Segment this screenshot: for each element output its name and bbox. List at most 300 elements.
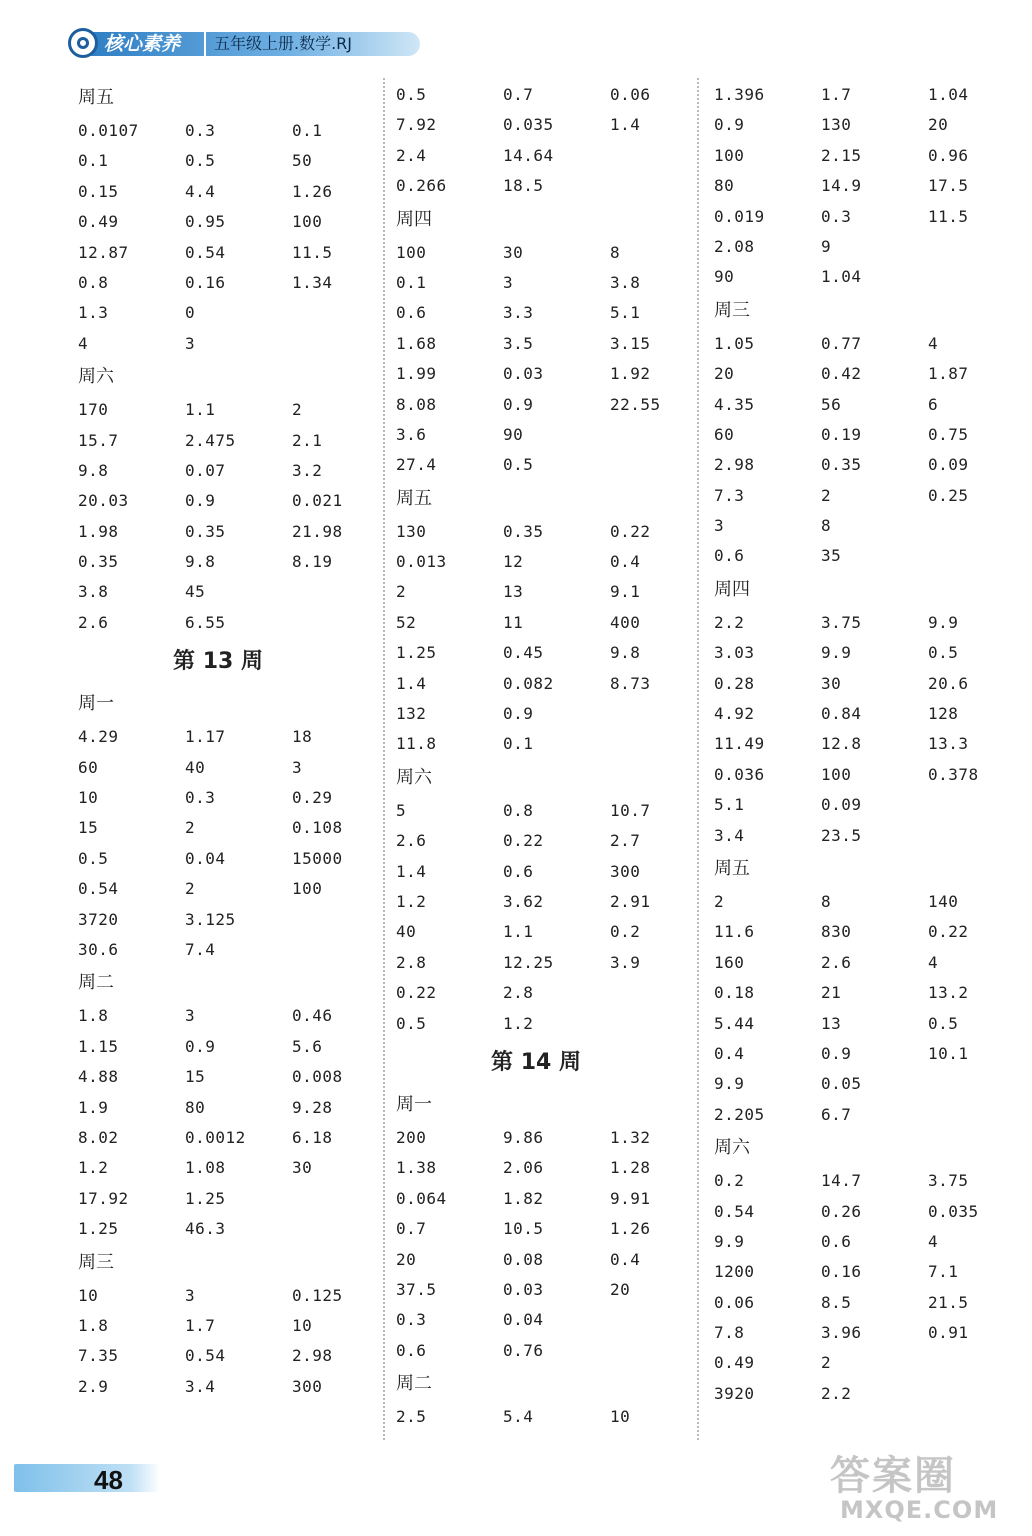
answer-row (714, 202, 1032, 232)
answer-row (396, 547, 717, 577)
answer-value: 0.03 (503, 1279, 544, 1299)
answer-row (396, 669, 717, 699)
answer-value: 1.17 (185, 727, 226, 747)
answer-row (78, 722, 399, 752)
answer-value: 21.98 (292, 521, 343, 541)
answer-value: 15000 (292, 848, 343, 868)
answer-value: 0.0012 (185, 1127, 246, 1147)
answer-value: 1.04 (821, 267, 862, 287)
answer-value: 12 (503, 552, 524, 572)
answer-row (78, 1214, 399, 1244)
answer-row (396, 1214, 717, 1244)
answer-value: 0.5 (78, 848, 109, 868)
answer-row (396, 1153, 717, 1183)
answer-value: 0.29 (292, 788, 333, 808)
answer-value: 1.3 (78, 303, 109, 323)
answer-value: 3.8 (610, 272, 641, 292)
answer-value: 5.4 (503, 1407, 534, 1427)
answer-value: 0.8 (503, 800, 534, 820)
answer-value: 140 (928, 891, 959, 911)
answer-value: 3.3 (503, 303, 534, 323)
answer-value: 0 (185, 303, 196, 323)
answer-value: 130 (821, 115, 852, 135)
answer-value: 132 (396, 704, 427, 724)
answer-value: 1.08 (185, 1158, 226, 1178)
answer-value: 0.6 (396, 303, 427, 323)
answer-value: 12.87 (78, 242, 129, 262)
answer-value (928, 511, 1032, 541)
answer-value: 5.44 (714, 1013, 755, 1033)
week-heading: 第 13 周 (173, 649, 263, 675)
answer-value: 14.9 (821, 176, 862, 196)
answer-value: 1.82 (503, 1188, 544, 1208)
answer-row (396, 729, 717, 759)
answer-value: 3 (292, 757, 303, 777)
answer-value: 2.98 (292, 1346, 333, 1366)
answer-row (714, 887, 1032, 917)
answer-value: 5.1 (714, 795, 745, 815)
answer-row (396, 110, 717, 140)
answer-row (714, 1039, 1032, 1069)
answer-value: 2.15 (821, 145, 862, 165)
answer-value: 27.4 (396, 455, 437, 475)
answer-value: 3.4 (185, 1376, 216, 1396)
answer-value (928, 821, 1032, 851)
answer-row (78, 608, 399, 638)
answer-value (292, 608, 399, 638)
answer-value: 0.5 (396, 85, 427, 104)
answer-value: 3.8 (78, 582, 109, 602)
answer-value: 9.8 (185, 552, 216, 572)
answer-value: 9.28 (292, 1097, 333, 1117)
answer-value: 20.03 (78, 491, 129, 511)
answer-value: 0.064 (396, 1188, 447, 1208)
answer-value: 1.26 (610, 1219, 651, 1239)
answer-value: 1.38 (396, 1158, 437, 1178)
answer-value: 22.55 (610, 394, 661, 414)
answer-value: 1.8 (78, 1006, 109, 1026)
answer-value: 1.2 (78, 1158, 109, 1178)
day-heading: 周四 (714, 578, 750, 600)
answer-value: 4 (78, 333, 89, 353)
answer-value (292, 1214, 399, 1244)
answer-value: 100 (292, 212, 323, 232)
answer-row (714, 329, 1032, 359)
answer-value (610, 729, 717, 759)
answer-value: 9.1 (610, 582, 641, 602)
answer-value: 90 (503, 424, 524, 444)
answer-value: 0.9 (503, 394, 534, 414)
answer-value: 1.1 (503, 922, 534, 942)
answer-value: 20.6 (928, 673, 969, 693)
answer-row (714, 141, 1032, 171)
answer-value: 0.08 (503, 1249, 544, 1269)
answer-row (714, 1257, 1032, 1287)
target-logo-icon (68, 28, 98, 58)
day-heading: 周三 (78, 1251, 114, 1273)
answer-row (78, 1341, 399, 1371)
answer-value: 130 (396, 521, 427, 541)
answer-row (714, 1069, 1032, 1099)
answer-row (714, 171, 1032, 201)
answer-value: 3.62 (503, 891, 544, 911)
answer-value: 1.32 (610, 1127, 651, 1147)
answer-row (396, 887, 717, 917)
answer-value: 4 (928, 333, 939, 353)
answer-value: 10 (292, 1315, 313, 1335)
answer-value: 3.4 (714, 825, 745, 845)
answer-row (396, 796, 717, 826)
answer-value: 4.92 (714, 704, 755, 724)
answer-value: 7.8 (714, 1323, 745, 1343)
answer-value: 0.6 (821, 1231, 852, 1251)
answer-value: 2 (185, 879, 196, 899)
answer-value: 10 (78, 1285, 99, 1305)
answer-value (928, 1348, 1032, 1378)
answer-row (396, 141, 717, 171)
answer-row (714, 511, 1032, 541)
answer-value: 9.86 (503, 1127, 544, 1147)
answer-value: 100 (714, 145, 745, 165)
answer-value: 0.26 (821, 1201, 862, 1221)
answer-row (714, 450, 1032, 480)
answer-value: 0.49 (78, 212, 119, 232)
brand-title: 核心素养 (104, 33, 181, 55)
answer-value: 0.35 (821, 455, 862, 475)
answer-row (78, 577, 399, 607)
answer-row (714, 1197, 1032, 1227)
answer-value: 0.9 (185, 491, 216, 511)
answer-value: 0.54 (78, 879, 119, 899)
answer-value: 0.7 (396, 1219, 427, 1239)
answer-value: 21.5 (928, 1292, 969, 1312)
answer-value: 0.18 (714, 983, 755, 1003)
answer-value (292, 577, 399, 607)
answer-column-3 (714, 80, 1032, 1409)
answer-value: 2 (714, 891, 725, 911)
answer-row (396, 1305, 717, 1335)
answer-value: 0.22 (610, 521, 651, 541)
answer-value: 0.49 (714, 1353, 755, 1373)
answer-value: 0.35 (503, 521, 544, 541)
answer-value: 56 (821, 394, 842, 414)
answer-value: 60 (78, 757, 99, 777)
answer-row (78, 1032, 399, 1062)
answer-value: 17.92 (78, 1188, 129, 1208)
answer-value: 1.68 (396, 333, 437, 353)
answer-value: 0.9 (185, 1036, 216, 1056)
answer-value: 0.54 (185, 242, 226, 262)
answer-value (610, 978, 717, 1008)
answer-row (78, 298, 399, 328)
answer-value: 160 (714, 952, 745, 972)
answer-value: 0.3 (185, 788, 216, 808)
answer-row (78, 426, 399, 456)
answer-row (714, 359, 1032, 389)
answer-value (610, 1336, 717, 1366)
answer-value: 0.9 (714, 115, 745, 135)
answer-value: 10.7 (610, 800, 651, 820)
answer-row (396, 359, 717, 389)
answer-row (78, 1311, 399, 1341)
answer-row (396, 268, 717, 298)
answer-value: 7.4 (185, 939, 216, 959)
answer-value: 10.5 (503, 1219, 544, 1239)
answer-value: 2.1 (292, 430, 323, 450)
answer-row (714, 1227, 1032, 1257)
answer-value: 1.4 (610, 115, 641, 135)
answer-value: 15 (185, 1067, 206, 1087)
answer-value: 0.013 (396, 552, 447, 572)
answer-value: 11 (503, 612, 524, 632)
answer-value: 12.25 (503, 952, 554, 972)
answer-value: 3 (185, 333, 196, 353)
answer-value: 5 (396, 800, 407, 820)
answer-value: 3.75 (928, 1171, 969, 1191)
answer-value: 1.98 (78, 521, 119, 541)
answer-row (396, 329, 717, 359)
answer-value: 6.18 (292, 1127, 333, 1147)
answer-value: 4.35 (714, 394, 755, 414)
answer-value: 3.5 (503, 333, 534, 353)
answer-value: 1.34 (292, 272, 333, 292)
answer-value: 3.9 (610, 952, 641, 972)
answer-value: 8.5 (821, 1292, 852, 1312)
answer-row (396, 1336, 717, 1366)
answer-row (714, 420, 1032, 450)
answer-row (714, 262, 1032, 292)
answer-value: 20 (396, 1249, 417, 1269)
answer-value: 0.22 (396, 983, 437, 1003)
answer-value: 5.1 (610, 303, 641, 323)
answer-value: 3 (714, 516, 725, 536)
answer-value: 0.6 (396, 1340, 427, 1360)
answer-value: 3 (503, 272, 514, 292)
answer-value (928, 541, 1032, 571)
answer-value: 7.3 (714, 485, 745, 505)
answer-value: 2 (292, 400, 303, 420)
answer-value: 170 (78, 400, 109, 420)
page-header (60, 28, 420, 58)
answer-value: 30.6 (78, 939, 119, 959)
answer-value (292, 1184, 399, 1214)
answer-value: 11.8 (396, 734, 437, 754)
answer-row (396, 1275, 717, 1305)
answer-value (610, 450, 717, 480)
day-heading: 周五 (714, 857, 750, 879)
answer-value: 1.87 (928, 364, 969, 384)
answer-value: 15 (78, 818, 99, 838)
answer-value: 0.1 (396, 272, 427, 292)
answer-row (714, 1318, 1032, 1348)
answer-value: 0.35 (78, 552, 119, 572)
answer-value: 2.91 (610, 891, 651, 911)
answer-value: 0.19 (821, 424, 862, 444)
answer-row (396, 857, 717, 887)
answer-column-2 (396, 80, 717, 1432)
answer-value (610, 1009, 717, 1039)
answer-value: 0.1 (503, 734, 534, 754)
footer-banner (14, 1464, 160, 1492)
answer-value: 9.91 (610, 1188, 651, 1208)
answer-row (78, 753, 399, 783)
answer-value (928, 790, 1032, 820)
answer-row (396, 699, 717, 729)
answer-value: 0.5 (928, 643, 959, 663)
answer-row (714, 948, 1032, 978)
answer-value: 0.6 (714, 546, 745, 566)
answer-value: 0.019 (714, 206, 765, 226)
answer-value: 2.08 (714, 236, 755, 256)
answer-value: 0.22 (503, 831, 544, 851)
answer-value: 1.4 (396, 673, 427, 693)
answer-value: 9 (821, 236, 832, 256)
answer-value: 1.25 (78, 1219, 119, 1239)
answer-value: 0.54 (185, 1346, 226, 1366)
answer-value: 2.205 (714, 1104, 765, 1124)
answer-row (78, 1001, 399, 1031)
answer-value: 4 (928, 952, 939, 972)
answer-row (714, 80, 1032, 110)
answer-value: 0.06 (610, 85, 651, 104)
answer-row (714, 669, 1032, 699)
answer-value: 2.4 (396, 145, 427, 165)
answer-value: 9.9 (714, 1074, 745, 1094)
answer-row (714, 608, 1032, 638)
answer-value: 0.5 (185, 151, 216, 171)
answer-value: 9.9 (928, 612, 959, 632)
answer-value: 8.19 (292, 552, 333, 572)
answer-row (714, 917, 1032, 947)
answer-value: 2.2 (821, 1383, 852, 1403)
answer-row (78, 874, 399, 904)
answer-value: 11.49 (714, 734, 765, 754)
answer-row (396, 80, 717, 110)
answer-row (714, 790, 1032, 820)
answer-row (396, 1245, 717, 1275)
answer-value: 10 (610, 1407, 631, 1427)
answer-value (610, 420, 717, 450)
answer-value: 0.7 (503, 85, 534, 104)
answer-value: 13.3 (928, 734, 969, 754)
answer-value: 0.3 (396, 1310, 427, 1330)
answer-value: 3.6 (396, 424, 427, 444)
answer-value: 3.2 (292, 460, 323, 480)
watermark-text: 答案圈 (830, 1453, 956, 1499)
answer-value: 0.45 (503, 643, 544, 663)
answer-row (78, 456, 399, 486)
answer-value: 2 (396, 582, 407, 602)
answer-value: 0.082 (503, 673, 554, 693)
answer-row (714, 541, 1032, 571)
answer-value: 1.2 (503, 1013, 534, 1033)
answer-row (714, 760, 1032, 790)
answer-row (714, 481, 1032, 511)
watermark-site: MXQE.COM (840, 1496, 999, 1524)
answer-row (396, 171, 717, 201)
watermark-logo (826, 1444, 1026, 1528)
answer-row (78, 1372, 399, 1402)
answer-value: 0.25 (928, 485, 969, 505)
answer-row (78, 238, 399, 268)
answer-value: 0.09 (821, 795, 862, 815)
answer-value: 0.96 (928, 145, 969, 165)
answer-row (78, 486, 399, 516)
answer-row (396, 948, 717, 978)
answer-value: 1.8 (78, 1315, 109, 1335)
answer-value: 90 (714, 267, 735, 287)
answer-row (714, 232, 1032, 262)
week-heading: 第 14 周 (491, 1049, 581, 1075)
answer-value: 3.75 (821, 612, 862, 632)
page-number: 48 (94, 1465, 123, 1495)
answer-value: 45 (185, 582, 206, 602)
answer-value: 1.26 (292, 181, 333, 201)
answer-row (714, 821, 1032, 851)
answer-value: 14.7 (821, 1171, 862, 1191)
book-title: 五年级上册.数学.RJ (204, 32, 352, 56)
answer-value: 3920 (714, 1383, 755, 1403)
answer-value: 2.8 (396, 952, 427, 972)
answer-value: 1.1 (185, 400, 216, 420)
answer-row (78, 1153, 399, 1183)
answer-value: 1.25 (396, 643, 437, 663)
answer-value: 0.5 (928, 1013, 959, 1033)
answer-value: 11.5 (928, 206, 969, 226)
answer-value: 0.07 (185, 460, 226, 480)
answer-value: 0.125 (292, 1285, 343, 1305)
answer-value: 4 (928, 1231, 939, 1251)
answer-value: 30 (503, 242, 524, 262)
answer-value: 300 (292, 1376, 323, 1396)
answer-row (78, 268, 399, 298)
answer-value: 15.7 (78, 430, 119, 450)
answer-value: 13.2 (928, 983, 969, 1003)
answer-row (714, 1348, 1032, 1378)
answer-row (78, 207, 399, 237)
answer-value: 128 (928, 704, 959, 724)
answer-value (928, 1069, 1032, 1099)
answer-value: 0.2 (610, 922, 641, 942)
answer-value (928, 1379, 1032, 1409)
answer-value: 12.8 (821, 734, 862, 754)
answer-value: 23.5 (821, 825, 862, 845)
day-heading: 周五 (396, 487, 432, 509)
answer-row (396, 577, 717, 607)
answer-row (714, 110, 1032, 140)
answer-value: 0.9 (503, 704, 534, 724)
answer-value: 1.4 (396, 861, 427, 881)
answer-value: 200 (396, 1127, 427, 1147)
answer-value: 6.7 (821, 1104, 852, 1124)
day-heading: 周四 (396, 208, 432, 230)
answer-row (396, 1402, 717, 1432)
answer-value: 2.6 (78, 612, 109, 632)
answer-value: 1.92 (610, 364, 651, 384)
answer-row (396, 1184, 717, 1214)
day-heading: 周一 (78, 693, 114, 715)
answer-row (714, 1100, 1032, 1130)
answer-value: 0.77 (821, 333, 862, 353)
answer-value: 3 (185, 1285, 196, 1305)
answer-value: 13 (503, 582, 524, 602)
answer-value: 1.2 (396, 891, 427, 911)
answer-value: 0.266 (396, 176, 447, 196)
answer-row (78, 177, 399, 207)
answer-value: 0.035 (503, 115, 554, 135)
answer-value: 0.75 (928, 424, 969, 444)
answer-value: 11.5 (292, 242, 333, 262)
